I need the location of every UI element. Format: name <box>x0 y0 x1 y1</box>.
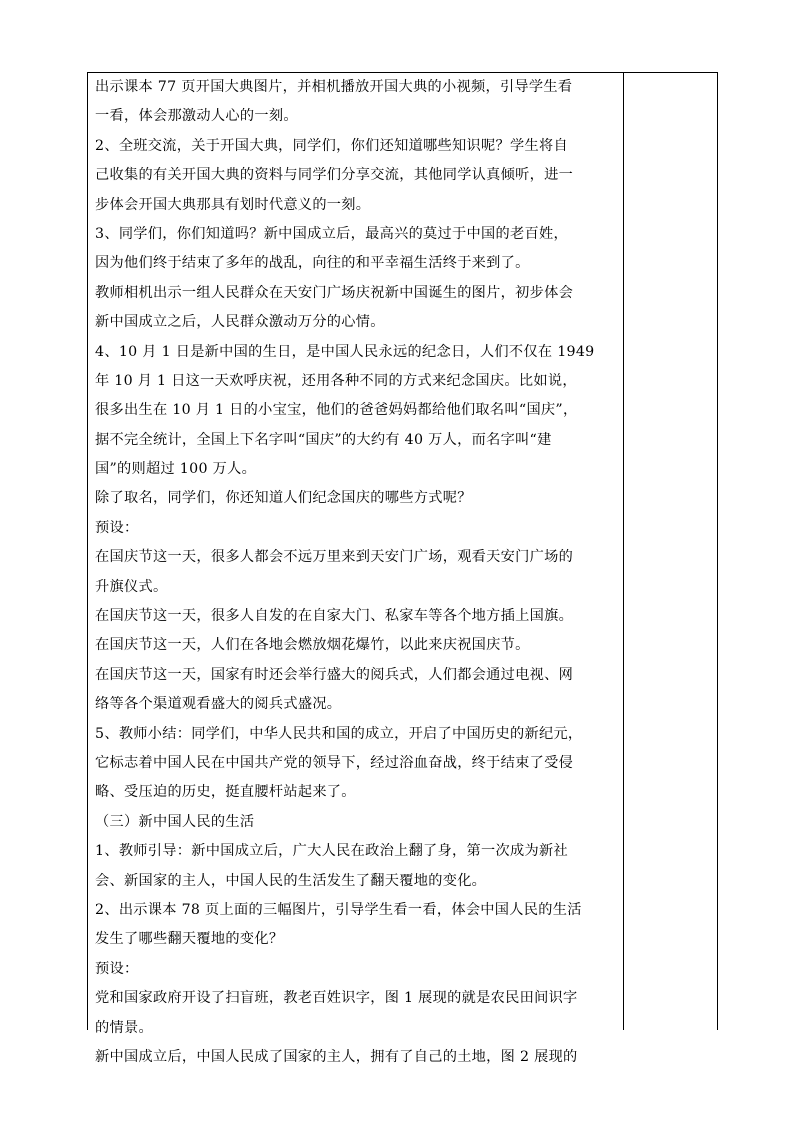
text-line: 步体会开国大典那具有划时代意义的一刻。 <box>95 196 371 213</box>
text-line: 很多出生在 10 月 1 日的小宝宝，他们的爸爸妈妈都给他们取名叫“国庆”， <box>95 402 578 419</box>
text-line: 在国庆节这一天，很多人都会不远万里来到天安门广场，观看天安门广场的 <box>95 549 574 566</box>
text-line: 新中国成立后，中国人民成了国家的主人，拥有了自己的土地，图 2 展现的 <box>95 1048 578 1065</box>
text-line: 在国庆节这一天，很多人自发的在自家大门、私家车等各个地方插上国旗。 <box>95 608 574 625</box>
text-line: 教师相机出示一组人民群众在天安门广场庆祝新中国诞生的图片，初步体会 <box>95 284 574 301</box>
text-line: 2、全班交流，关于开国大典，同学们，你们还知道哪些知识呢？学生将自 <box>95 137 568 154</box>
text-line: 年 10 月 1 日这一天欢呼庆祝，还用各种不同的方式来纪念国庆。比如说， <box>95 372 577 389</box>
text-line: 略、受压迫的历史，挺直腰杆站起来了。 <box>95 784 356 801</box>
text-line: 的情景。 <box>95 1019 153 1036</box>
text-line: 国”的则超过 100 万人。 <box>95 461 257 478</box>
text-line: 它标志着中国人民在中国共产党的领导下，经过浴血奋战，终于结束了受侵 <box>95 754 574 771</box>
text-line: 发生了哪些翻天覆地的变化？ <box>95 931 284 948</box>
text-line: 己收集的有关开国大典的资料与同学们分享交流，其他同学认真倾听，进一 <box>95 167 574 184</box>
text-line: 出示课本 77 页开国大典图片，并相机播放开国大典的小视频，引导学生看 <box>95 79 573 95</box>
section-heading: （三）新中国人民的生活 <box>95 813 255 830</box>
text-line: 除了取名，同学们，你还知道人们纪念国庆的哪些方式呢？ <box>95 490 472 507</box>
text-line: 4、10 月 1 日是新中国的生日，是中国人民永远的纪念日，人们不仅在 1949 <box>95 343 595 360</box>
text-line: 2、出示课本 78 页上面的三幅图片，引导学生看一看，体会中国人民的生活 <box>95 901 582 918</box>
text-line: 5、教师小结：同学们，中华人民共和国的成立，开启了中国历史的新纪元， <box>95 725 583 742</box>
text-line: 一看，体会那激动人心的一刻。 <box>95 108 298 125</box>
text-line: 因为他们终于结束了多年的战乱，向往的和平幸福生活终于来到了。 <box>95 255 530 272</box>
text-line: 据不完全统计，全国上下名字叫“国庆”的大约有 40 万人，而名字叫“建 <box>95 431 552 448</box>
lesson-table <box>87 72 718 1065</box>
notes-cell <box>624 73 717 1030</box>
lesson-content-cell <box>88 73 624 1065</box>
text-line: 络等各个渠道观看盛大的阅兵式盛况。 <box>95 696 342 713</box>
text-line: 会、新国家的主人，中国人民的生活发生了翻天覆地的变化。 <box>95 872 487 889</box>
text-line: 预设： <box>95 519 139 536</box>
text-line: 1、教师引导：新中国成立后，广大人民在政治上翻了身，第一次成为新社 <box>95 843 568 860</box>
text-line: 党和国家政府开设了扫盲班，教老百姓识字，图 1 展现的就是农民田间识字 <box>95 990 578 1007</box>
text-line: 新中国成立之后，人民群众激动万分的心情。 <box>95 314 385 331</box>
text-line: 在国庆节这一天，国家有时还会举行盛大的阅兵式，人们都会通过电视、网 <box>95 666 574 683</box>
text-line: 升旗仪式。 <box>95 578 168 595</box>
text-line: 预设： <box>95 960 139 977</box>
text-line: 在国庆节这一天，人们在各地会燃放烟花爆竹，以此来庆祝国庆节。 <box>95 637 530 654</box>
text-line: 3、同学们，你们知道吗？新中国成立后，最高兴的莫过于中国的老百姓， <box>95 225 568 242</box>
